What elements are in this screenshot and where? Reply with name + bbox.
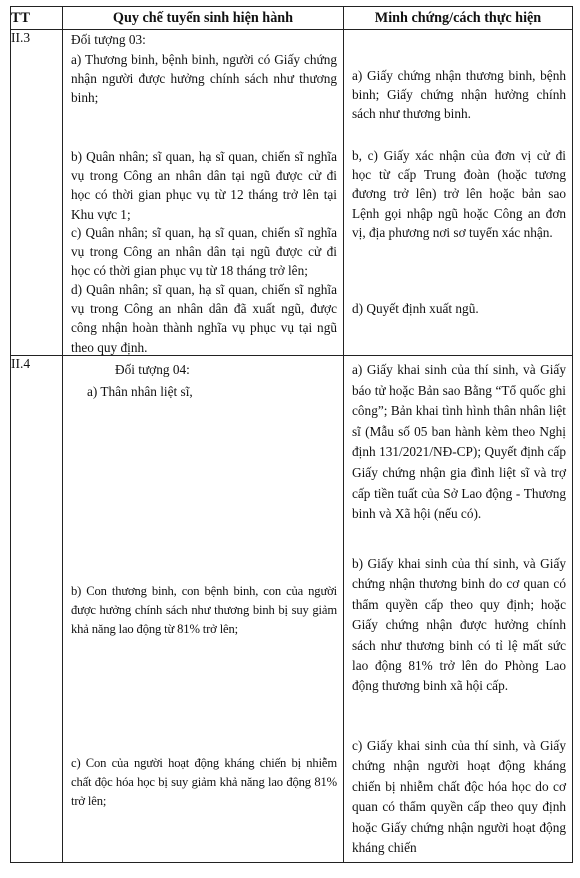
header-regulation: Quy chế tuyển sinh hiện hành [63, 7, 344, 30]
row-number: II.3 [11, 30, 63, 356]
evidence-item: a) Giấy khai sinh của thí sinh, và Giấy báo tử hoặc Bản sao Bằng “Tổ quốc ghi công”; Bản khai tình hình thân nhân liệt sĩ (Mẫu số 05 ban hành kèm theo Nghị định 131/2021/NĐ-CP); Quyết định cấp Giấy chứng nhận gia đình liệt sĩ và trợ cấp tiền tuất của Sở Lao động - Thương binh và Xã hội (nếu có). [352, 362, 566, 522]
row-number: II.4 [11, 356, 63, 863]
header-tt: TT [11, 7, 63, 30]
regulation-item: a) Thân nhân liệt sĩ, [87, 384, 193, 399]
regulation-heading: Đối tượng 04: [115, 362, 190, 377]
regulation-cell [63, 30, 344, 356]
table-header-row [11, 7, 573, 30]
evidence-cell [344, 356, 573, 863]
regulation-item: c) Quân nhân; sĩ quan, hạ sĩ quan, chiến sĩ nghĩa vụ trong Công an nhân dân tại ngũ được cử đi học có thời gian phục vụ từ 18 tháng trở lên; [71, 225, 337, 279]
regulation-item: a) Thương binh, bệnh binh, người có Giấy chứng nhận người được hưởng chính sách như thương binh; [71, 52, 337, 106]
admission-regulation-table [10, 6, 573, 863]
regulation-cell [63, 356, 344, 863]
regulation-item: b) Quân nhân; sĩ quan, hạ sĩ quan, chiến sĩ nghĩa vụ trong Công an nhân dân tại ngũ được cử đi học có thời gian phục vụ từ 12 tháng trở lên tại Khu vực 1; [71, 149, 337, 222]
evidence-item: a) Giấy chứng nhận thương binh, bệnh binh; Giấy chứng nhận hưởng chính sách như thương binh. [352, 68, 566, 122]
regulation-item: c) Con của người hoạt động kháng chiến bị nhiễm chất độc hóa học bị suy giảm khả năng lao động 81% trở lên; [71, 756, 337, 809]
evidence-item: b) Giấy khai sinh của thí sinh, và Giấy chứng nhận thương binh do cơ quan có thẩm quyền cấp theo quy định; hoặc Giấy chứng nhận được hưởng chính sách như thương binh có tỉ lệ mất sức lao động 81% trở lên do Phòng Lao động thương binh xã hội cấp. [352, 556, 566, 694]
evidence-item: b, c) Giấy xác nhận của đơn vị cử đi học từ cấp Trung đoàn (hoặc tương đương trở lên) trở lên hoặc bản sao Lệnh gọi nhập ngũ hoặc Công an đơn vị, địa phương nơi sơ tuyển xác nhận. [352, 148, 566, 240]
evidence-item: d) Quyết định xuất ngũ. [352, 301, 479, 316]
regulation-heading: Đối tượng 03: [71, 32, 146, 47]
header-evidence: Minh chứng/cách thực hiện [344, 7, 573, 30]
table-row [11, 30, 573, 356]
regulation-item: d) Quân nhân; sĩ quan, hạ sĩ quan, chiến sĩ nghĩa vụ trong Công an nhân dân đã xuất ngũ, được công nhận hoàn thành nghĩa vụ phục vụ tại ngũ theo quy định. [71, 282, 337, 355]
evidence-item: c) Giấy khai sinh của thí sinh, và Giấy chứng nhận người hoạt động kháng chiến bị nhiễm chất độc hóa học do cơ quan có thẩm quyền cấp theo quy định hoặc Giấy chứng nhận người hoạt động kháng chiến [352, 738, 566, 856]
table-row [11, 356, 573, 863]
regulation-item: b) Con thương binh, con bệnh binh, con của người được hưởng chính sách như thương binh bị suy giảm khả năng lao động từ 81% trở lên; [71, 584, 337, 637]
evidence-cell [344, 30, 573, 356]
